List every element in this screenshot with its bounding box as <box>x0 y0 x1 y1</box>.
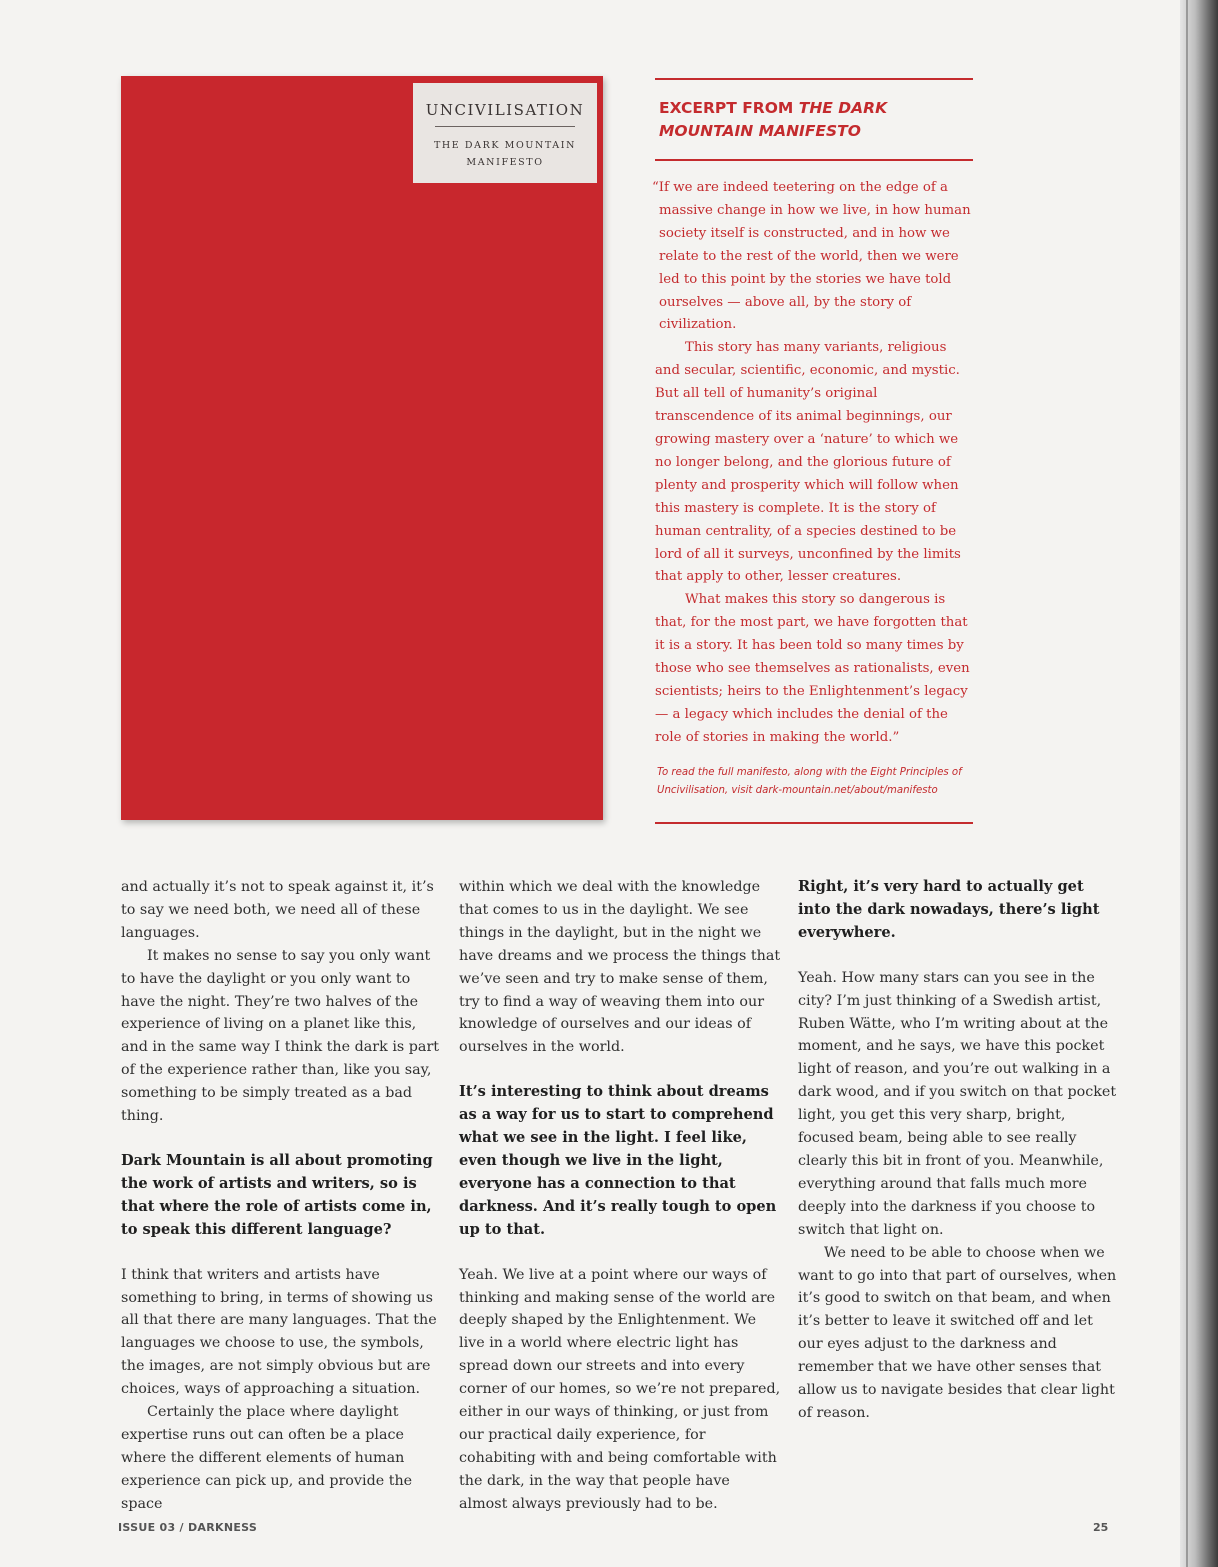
cover-rule <box>435 126 575 127</box>
body-paragraph: It makes no sense to say you only want to have the daylight or you only want to have the night. They’re two halves of the experience of living on a planet like this, and in the same way I think the dark is part of the experience rather than, like you say, something to be simply treated as a bad thing. <box>121 947 440 1125</box>
text-column-1 <box>121 876 443 1516</box>
excerpt-paragraph: “If we are indeed teetering on the edge of a massive change in how we live, in how human society itself is constructed, and in how we relate to the rest of the world, then we were led to this point by the stories we have told ourselves — above all, by the story of civilization. <box>652 180 971 333</box>
body-paragraph: We need to be able to choose when we want to go into that part of ourselves, when it’s good to switch on that beam, and when it’s better to leave it switched off and let our eyes adjust to the darkness and remember that we have other senses that allow us to navigate besides that clear light of reason. <box>798 1244 1117 1421</box>
interview-question: Dark Mountain is all about promoting the work of artists and writers, so is that where the role of artists come in, to speak this different language? <box>121 1151 433 1238</box>
excerpt-paragraph: This story has many variants, religious and secular, scientific, economic, and mystic. But all tell of humanity’s original transcendence of its animal beginnings, our growing mastery over a ‘nature’ to which we no longer belong, and the glorious future of plenty and prosperity which will follow when this mastery is complete. It is the story of human centrality, of a species destined to be lord of all it surveys, unconfined by the limits that apply to other, lesser creatures. <box>655 340 961 585</box>
excerpt-top-rule <box>655 78 973 80</box>
excerpt-note: To read the full manifesto, along with the Eight Principles of Uncivilisation, visit dark-mountain.net/about/manifesto <box>657 766 962 796</box>
text-column-3 <box>798 876 1120 1425</box>
excerpt-heading <box>659 97 973 143</box>
body-paragraph: within which we deal with the knowledge that comes to us in the daylight. We see things in the daylight, but in the night we have dreams and we process the things that we’ve seen and try to make sense of them, try to find a way of weaving them into our knowledge of ourselves and our ideas of ourselves in the world. <box>459 879 781 1056</box>
page-gutter-line <box>1186 0 1188 1567</box>
excerpt-paragraph: What makes this story so dangerous is that, for the most part, we have forgotten that it is a story. It has been told so many times by those who see themselves as rationalists, even scientists; heirs to the Enlightenment’s legacy — a legacy which includes the denial of the role of stories in making the world.” <box>655 592 970 745</box>
text-column-2 <box>459 876 781 1516</box>
interview-question: It’s interesting to think about dreams as a way for us to start to comprehend what we see in the light. I feel like, even though we live in the light, everyone has a connection to that darkness. And it’s really tough to open up to that. <box>459 1083 777 1238</box>
excerpt-mid-rule <box>655 159 973 161</box>
body-paragraph: I think that writers and artists have something to bring, in terms of showing us all that there are many languages. That the languages we choose to use, the symbols, the images, are not simply obvious but are choices, ways of approaching a situation. <box>121 1266 437 1398</box>
book-cover <box>121 76 603 820</box>
body-paragraph: Yeah. We live at a point where our ways of thinking and making sense of the world are deeply shaped by the Enlightenment. We live in a world where electric light has spread down our streets and into every corner of our homes, so we’re not prepared, either in our ways of thinking, or just from our practical daily experience, for cohabiting with and being comfortable with the dark, in the way that people have almost always previously had to be. <box>459 1266 781 1512</box>
body-paragraph: and actually it’s not to speak against it, it’s to say we need both, we need all of these languages. <box>121 879 434 941</box>
body-paragraph: Certainly the place where daylight expertise runs out can often be a place where the different elements of human experience can pick up, and provide the space <box>121 1404 413 1512</box>
cover-label <box>413 83 597 183</box>
excerpt-heading-prefix: EXCERPT FROM <box>659 99 799 117</box>
page-number: 25 <box>1093 1521 1109 1534</box>
excerpt-sidebar <box>652 78 973 824</box>
cover-title: UNCIVILISATION <box>425 101 585 119</box>
interview-question: Right, it’s very hard to actually get into the dark nowadays, there’s light everywhere. <box>798 878 1100 941</box>
excerpt-bottom-rule <box>655 822 973 824</box>
footer-issue: ISSUE 03 / DARKNESS <box>118 1521 258 1534</box>
body-paragraph: Yeah. How many stars can you see in the city? I’m just thinking of a Swedish artist, Ruben Wätte, who I’m writing about at the moment, and he says, we have this pocket light of reason, and you’re out walking in a dark wood, and if you switch on that pocket light, you get this very sharp, bright, focused beam, being able to see really clearly this bit in front of you. Meanwhile, everything around that falls much more deeply into the darkness if you choose to switch that light on. <box>798 969 1117 1238</box>
cover-subtitle: THE DARK MOUNTAIN MANIFESTO <box>433 140 577 168</box>
excerpt-heading-title: THE DARK MOUNTAIN MANIFESTO <box>659 99 888 140</box>
excerpt-quote <box>652 177 973 750</box>
